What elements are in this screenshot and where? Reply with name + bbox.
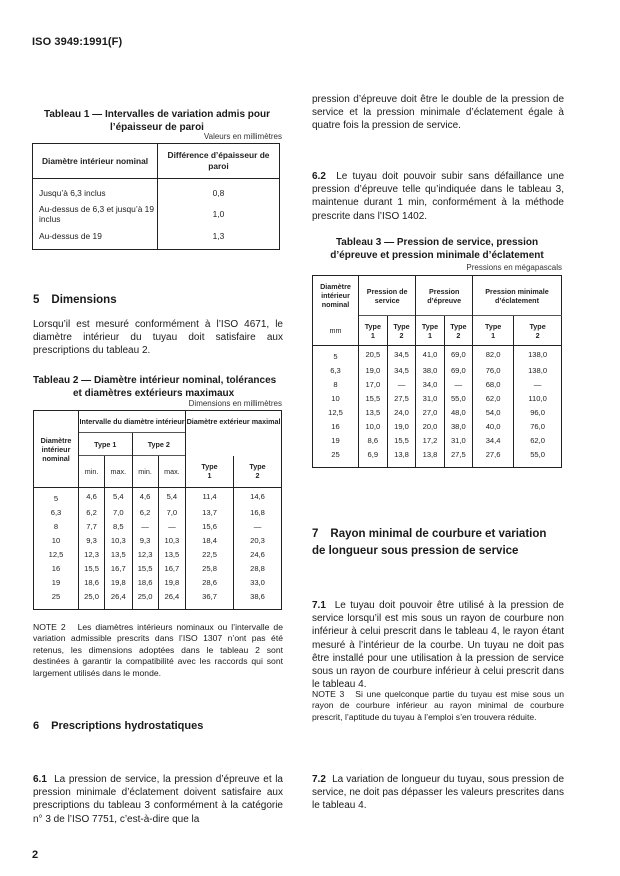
section7-2-label: 7.2	[312, 774, 326, 785]
table2-header-nominal: Diamètre intérieur nominal	[34, 411, 79, 488]
table2-caption	[33, 374, 283, 400]
table-row: 25 6,9 13,8 13,8 27,5 27,6 55,0	[313, 447, 562, 467]
table2-header-type2: Type 2	[132, 433, 186, 456]
table1-header-difference: Différence d’épaisseur de paroi	[158, 144, 280, 179]
table-row	[33, 179, 280, 203]
table3-header-type2: Type 2	[387, 316, 416, 346]
table3-header-service: Pression de service	[359, 276, 416, 316]
table-row	[33, 202, 280, 226]
table3-unit: Pressions en mégapascals	[466, 263, 562, 272]
section7-2-text: La variation de longueur du tuyau, sous pression de service, ne doit pas dépasser les valeurs prescrites dans le tableau 4.	[312, 774, 564, 812]
table2-header-outer-type2: Type 2	[234, 456, 282, 488]
table-row: 12,5 13,5 24,0 27,0 48,0 54,0 96,0	[313, 406, 562, 420]
note3	[312, 689, 564, 723]
section7-1-label: 7.1	[312, 600, 326, 611]
table-row: 5 20,5 34,5 41,0 69,0 82,0 138,0	[313, 346, 562, 364]
table3	[312, 275, 562, 468]
section6-title: Prescriptions hydrostatiques	[51, 720, 204, 732]
table1-caption-line2: l’épaisseur de paroi	[110, 122, 204, 133]
section7-1-paragraph	[312, 599, 564, 691]
page-number: 2	[32, 849, 39, 861]
table-row: 16 15,5 16,7 15,5 16,7 25,8 28,8	[34, 561, 282, 575]
table-row: 8 7,7 8,5 — — 15,6 —	[34, 520, 282, 534]
table3-header-eclatement: Pression minimale d’éclatement	[473, 276, 562, 316]
document-header-id: ISO 3949:1991(F)	[32, 36, 123, 48]
section6-1-label: 6.1	[33, 774, 47, 785]
table1-cell-range: Au-dessus de 6,3 et jusqu’à 19 inclus	[33, 202, 158, 226]
table2-header-outer: Diamètre extérieur maximal	[186, 411, 282, 456]
table-row: 10 15,5 27,5 31,0 55,0 62,0 110,0	[313, 392, 562, 406]
table1-cell-value: 1,3	[212, 230, 225, 241]
table-row: 6,3 6,2 7,0 6,2 7,0 13,7 16,8	[34, 506, 282, 520]
table2-unit: Dimensions en millimètres	[188, 399, 282, 408]
table-row: 6,3 19,0 34,5 38,0 69,0 76,0 138,0	[313, 364, 562, 378]
table-row: 10 9,3 10,3 9,3 10,3 18,4 20,3	[34, 534, 282, 548]
section7-1-text: Le tuyau doit pouvoir être utilisé à la pression de service lorsqu’il est mis sous un rayon de courbure non inférieur à celui prescrit dans le tableau 4, le rayon étant mesuré à l’intérieur de la courbe. Un tuyau ne doit pas être installé pour une utilisation à la pression de service sous un rayon de courbure inférieur à celui prescrit dans le tableau 4.	[312, 600, 564, 691]
note2	[33, 622, 283, 679]
table1-header-diameter: Diamètre intérieur nominal	[33, 144, 158, 179]
table2	[33, 410, 282, 610]
section5-title: Dimensions	[51, 294, 117, 306]
table3-header-type2: Type 2	[514, 316, 562, 346]
table3-header-type2: Type 2	[444, 316, 472, 346]
section6-1-continuation: pression d’épreuve doit être le double de la pression de service et la pression minimale d’éclatement égale à quatre fois la pression de service.	[312, 94, 564, 132]
table3-header-mm: mm	[313, 316, 359, 346]
note3-text: Si une quelconque partie du tuyau est mise sous un rayon de courbure inférieur au rayon minimal de courbure prescrit, l’aptitude du tuyau à l’emploi s’en trouvera réduite.	[312, 689, 564, 722]
table1	[32, 143, 280, 250]
section5-paragraph: Lorsqu’il est mesuré conformément à l’ISO 4671, le diamètre intérieur du tuyau doit satisfaire aux prescriptions du tableau 2.	[33, 319, 283, 357]
section6-number: 6	[33, 720, 40, 732]
section6-2-text: Le tuyau doit pouvoir subir sans défaillance une pression d’épreuve telle qu’indiquée dans le tableau 3, maintenue durant 1 min, conformément à la méthode prescrite dans l’ISO 1402.	[312, 171, 565, 222]
table1-caption	[32, 108, 282, 134]
table3-caption	[312, 236, 562, 262]
table2-header-min: min.	[132, 456, 158, 488]
section6-2-label: 6.2	[312, 171, 326, 182]
table2-header-type1: Type 1	[79, 433, 133, 456]
table3-caption-line1: Tableau 3 — Pression de service, pression	[335, 237, 539, 248]
section6-heading	[33, 718, 203, 734]
table2-header-max: max.	[158, 456, 185, 488]
table-row: 19 8,6 15,5 17,2 31,0 34,4 62,0	[313, 433, 562, 447]
table1-cell-value: 1,0	[212, 209, 225, 219]
table3-header-epreuve: Pression d’épreuve	[416, 276, 473, 316]
section6-2-paragraph	[312, 170, 564, 223]
section7-2-paragraph	[312, 773, 564, 813]
section7-number: 7	[312, 528, 319, 540]
section7-title-line1: Rayon minimal de courbure et variation	[330, 528, 547, 540]
table-row: 8 17,0 — 34,0 — 68,0 —	[313, 378, 562, 392]
table1-cell-value: 0,8	[212, 187, 225, 198]
table2-caption-line1: Tableau 2 — Diamètre intérieur nominal, tolérances	[33, 375, 277, 386]
table1-caption-line1: Tableau 1 — Intervalles de variation admis pour	[44, 109, 270, 120]
table-row: 19 18,6 19,8 18,6 19,8 28,6 33,0	[34, 575, 282, 589]
section7-heading	[312, 526, 572, 560]
table3-caption-line2: d’épreuve et pression minimale d’éclatement	[330, 250, 544, 261]
section5-heading	[33, 292, 117, 308]
section7-title-line2: de longueur sous pression de service	[312, 545, 519, 557]
table3-header-type1: Type 1	[359, 316, 388, 346]
table1-cell-range: Au-dessus de 19	[33, 226, 158, 250]
table-row: 12,5 12,3 13,5 12,3 13,5 22,5 24,6	[34, 548, 282, 562]
section6-1-text: La pression de service, la pression d’épreuve et la pression minimale d’éclatement doivent satisfaire aux prescriptions du tableau 3 conformément à la catégorie n° 3 de l’ISO 7751, c’est-à-dire que la	[33, 774, 283, 825]
table2-header-min: min.	[79, 456, 105, 488]
table-row: 16 10,0 19,0 20,0 38,0 40,0 76,0	[313, 419, 562, 433]
section5-number: 5	[33, 294, 40, 306]
section6-1-paragraph	[33, 773, 283, 826]
note2-label: NOTE 2	[33, 622, 66, 632]
table-row: 25 25,0 26,4 25,0 26,4 36,7 38,6	[34, 589, 282, 609]
table3-header-type1: Type 1	[416, 316, 444, 346]
table2-caption-line2: et diamètres extérieurs maximaux	[73, 388, 235, 399]
note2-text: Les diamètres intérieurs nominaux ou l’intervalle de variation admissible prescrits dans l’ISO 1307 n’ont pas été retenus, les dimensions adoptées dans le tableau 2 sont destinées à garantir la compatibilité avec les raccords qui sont largement utilisés dans le monde.	[33, 622, 283, 678]
table2-header-outer-type1: Type 1	[186, 456, 234, 488]
table3-header-nominal: Diamètre intérieur nominal	[320, 282, 351, 309]
table-row	[33, 226, 280, 250]
table1-cell-range: Jusqu’à 6,3 inclus	[33, 179, 158, 203]
table3-header-type1: Type 1	[473, 316, 514, 346]
note3-label: NOTE 3	[312, 689, 345, 699]
table-row: 5 4,6 5,4 4,6 5,4 11,4 14,6	[34, 488, 282, 506]
table2-header-max: max.	[105, 456, 132, 488]
table2-header-interval: Intervalle du diamètre intérieur	[79, 411, 186, 433]
table1-unit: Valeurs en millimètres	[203, 132, 282, 141]
